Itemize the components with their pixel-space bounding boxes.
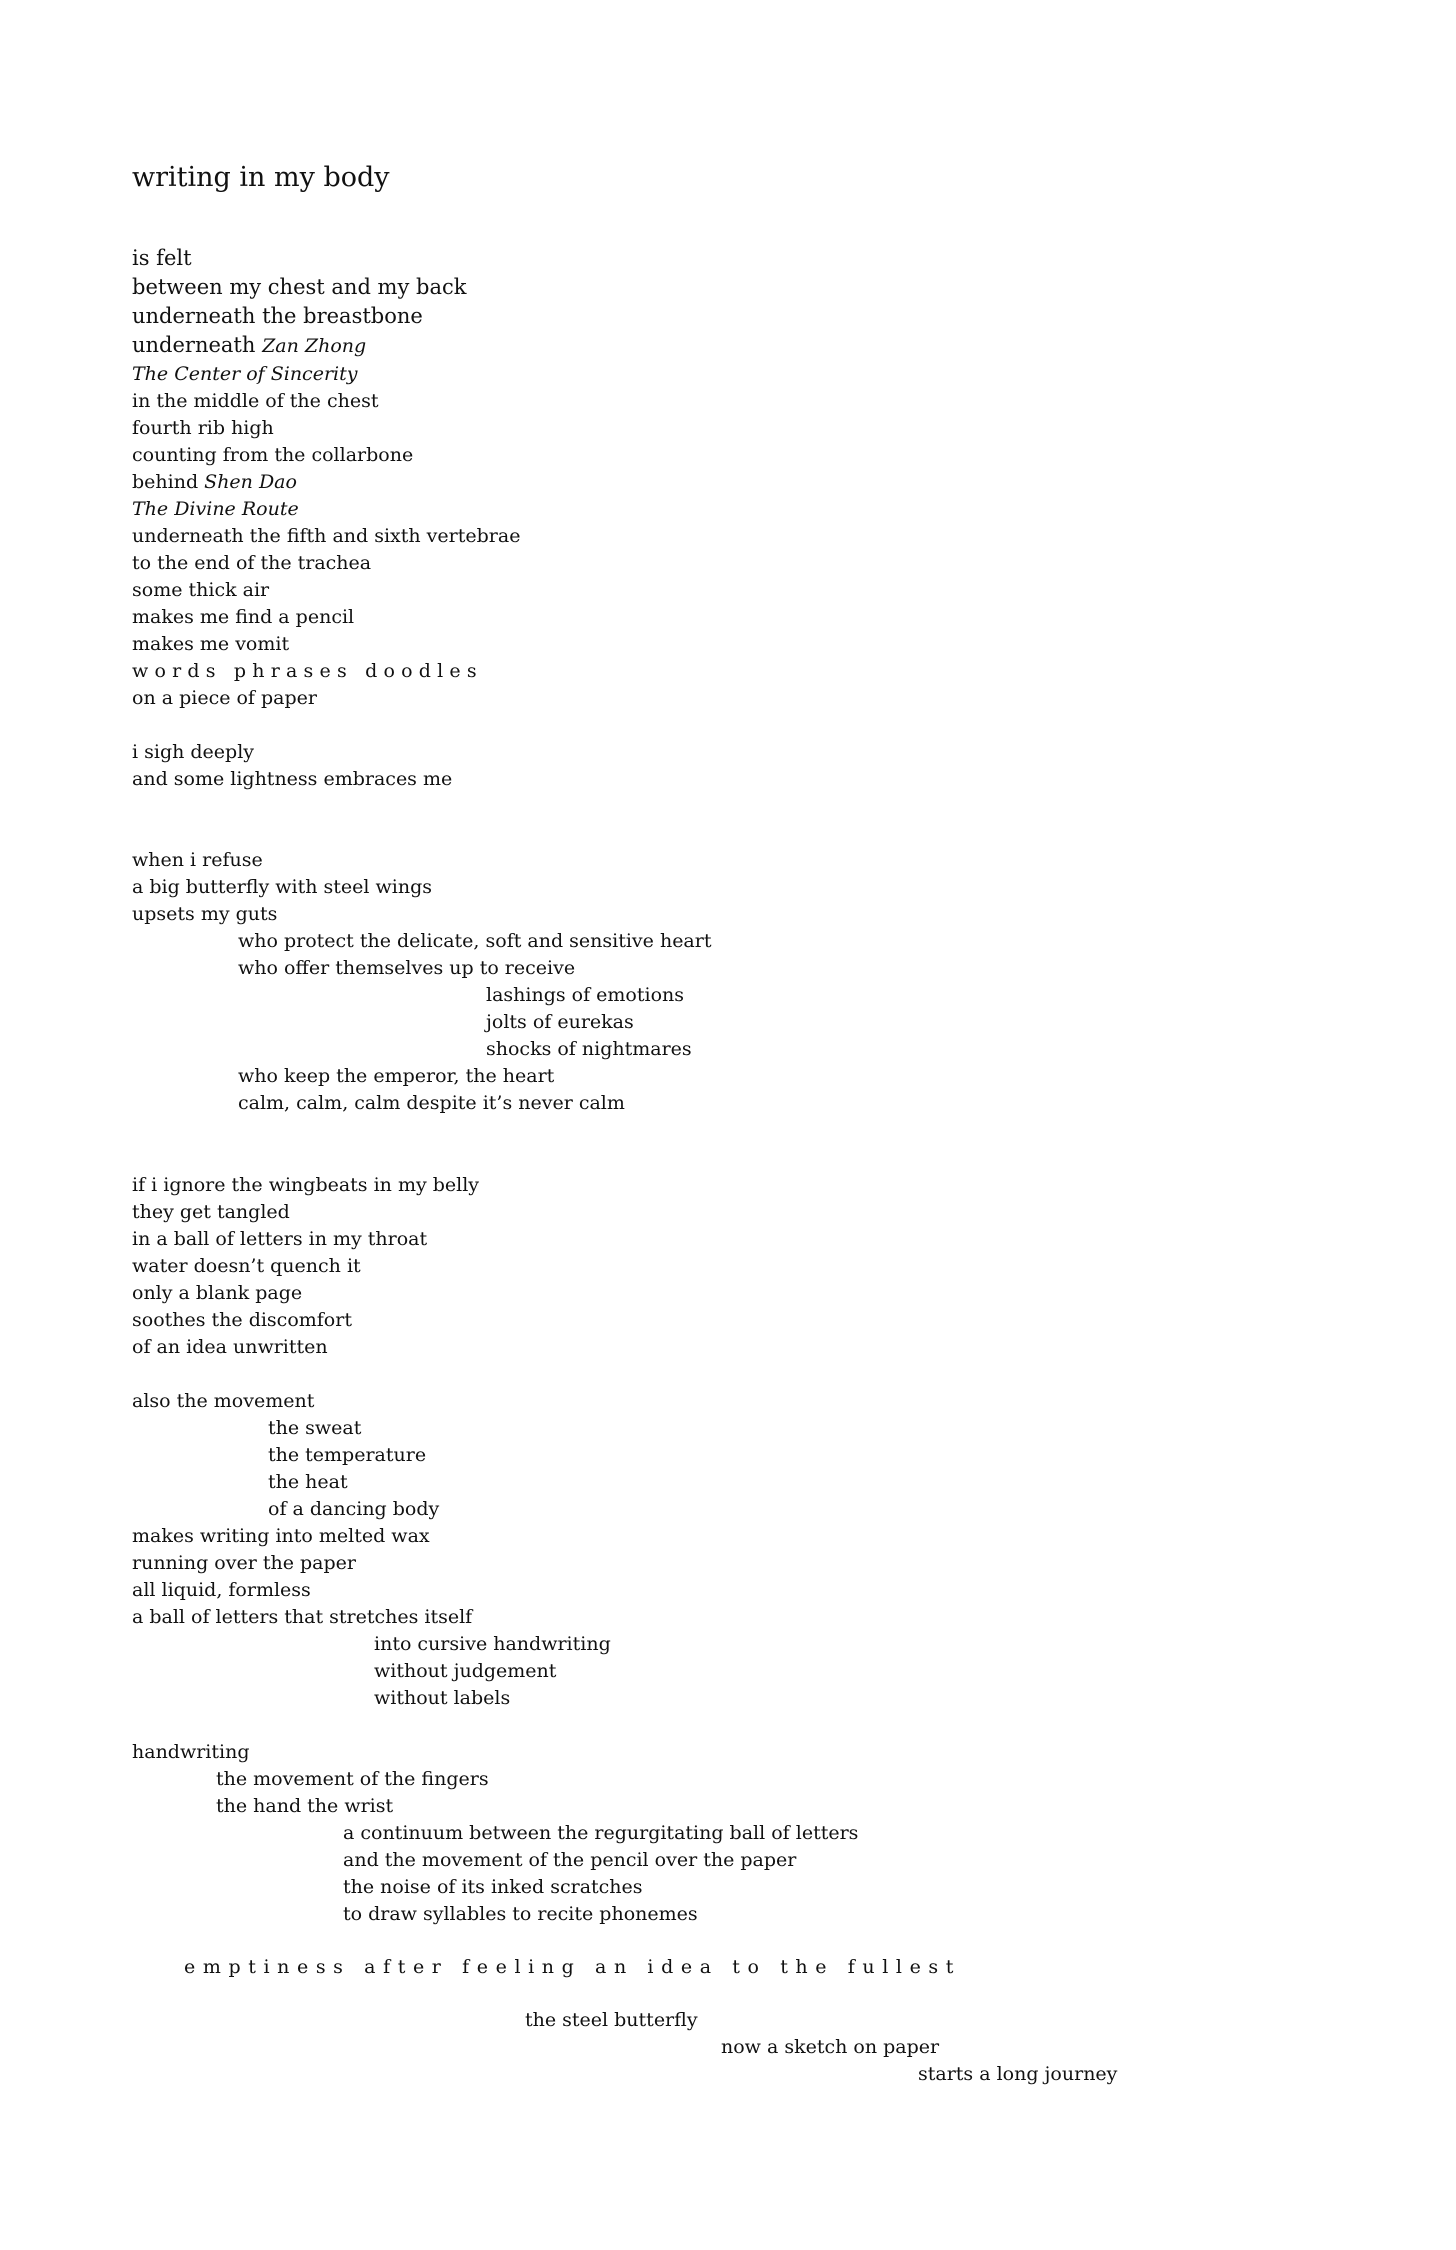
poem-line: jolts of eurekas: [486, 1011, 634, 1033]
poem-line: without judgement: [374, 1660, 557, 1682]
poem-line-text: behind: [132, 471, 205, 493]
poem-line-italic: The Divine Route: [132, 498, 299, 520]
poem-line: the temperature: [268, 1444, 427, 1466]
poem-line-italic: Shen Dao: [204, 471, 297, 493]
poem-line: water doesn’t quench it: [132, 1255, 361, 1277]
poem-line-text: underneath: [132, 333, 263, 357]
poem-line: makes me vomit: [132, 633, 290, 655]
poem-line-italic: Zan Zhong: [262, 335, 367, 357]
poem-line: [132, 470, 297, 494]
poem-line: they get tangled: [132, 1201, 290, 1223]
poem-line: makes writing into melted wax: [132, 1525, 430, 1547]
poem-line: who offer themselves up to receive: [238, 957, 576, 979]
poem-line: the hand the wrist: [216, 1795, 394, 1817]
poem-line: a big butterfly with steel wings: [132, 876, 432, 898]
poem-line-spaced: emptiness after feeling an idea to the fullest: [184, 1956, 962, 1978]
poem-line: makes me find a pencil: [132, 606, 355, 628]
poem-line: all liquid, formless: [132, 1579, 311, 1601]
poem-line: if i ignore the wingbeats in my belly: [132, 1174, 480, 1196]
poem-line: soothes the discomfort: [132, 1309, 352, 1331]
poem-line: between my chest and my back: [132, 275, 467, 299]
poem-line: to the end of the trachea: [132, 552, 372, 574]
poem-line: calm, calm, calm despite it’s never calm: [238, 1092, 625, 1114]
poem-line: underneath the fifth and sixth vertebrae: [132, 525, 521, 547]
poem-line: shocks of nightmares: [486, 1038, 692, 1060]
poem-title: writing in my body: [132, 162, 390, 193]
poem-line: when i refuse: [132, 849, 263, 871]
poem-line: fourth rib high: [132, 417, 274, 439]
poem-line: to draw syllables to recite phonemes: [343, 1903, 698, 1925]
poem-line: without labels: [374, 1687, 511, 1709]
poem-line: the movement of the fingers: [216, 1768, 489, 1790]
poem-line: i sigh deeply: [132, 741, 255, 763]
poem-line: the noise of its inked scratches: [343, 1876, 643, 1898]
poem-line: of an idea unwritten: [132, 1336, 328, 1358]
poem-line: who protect the delicate, soft and sensitive heart: [238, 930, 712, 952]
poem-line: some thick air: [132, 579, 270, 601]
poem-line: the sweat: [268, 1417, 362, 1439]
poem-line: starts a long journey: [918, 2063, 1118, 2085]
poem-line: a ball of letters that stretches itself: [132, 1606, 473, 1628]
poem-line: is felt: [132, 246, 192, 270]
poem-line: lashings of emotions: [486, 984, 685, 1006]
poem-line: the heat: [268, 1471, 348, 1493]
poem-line: in the middle of the chest: [132, 390, 379, 412]
poem-line: only a blank page: [132, 1282, 303, 1304]
poem-line: on a piece of paper: [132, 687, 317, 709]
poem-line: counting from the collarbone: [132, 444, 414, 466]
poem-line: a continuum between the regurgitating ball of letters: [343, 1822, 859, 1844]
poem-line: of a dancing body: [268, 1498, 440, 1520]
poem-line: running over the paper: [132, 1552, 356, 1574]
poem-line: [132, 331, 366, 360]
poem-line-spaced: words phrases doodles: [132, 660, 483, 682]
poem-line: into cursive handwriting: [374, 1633, 611, 1655]
poem-line: the steel butterfly: [525, 2009, 698, 2031]
poem-line: who keep the emperor, the heart: [238, 1065, 555, 1087]
poem-line: upsets my guts: [132, 903, 278, 925]
poem-line: also the movement: [132, 1390, 315, 1412]
poem-line: in a ball of letters in my throat: [132, 1228, 428, 1250]
poem-line: handwriting: [132, 1741, 250, 1763]
poem-line: now a sketch on paper: [721, 2036, 940, 2058]
poem-line: and some lightness embraces me: [132, 768, 453, 790]
poem-line-italic: The Center of Sincerity: [132, 363, 358, 385]
poem-line: and the movement of the pencil over the paper: [343, 1849, 797, 1871]
poem-line: underneath the breastbone: [132, 304, 423, 328]
